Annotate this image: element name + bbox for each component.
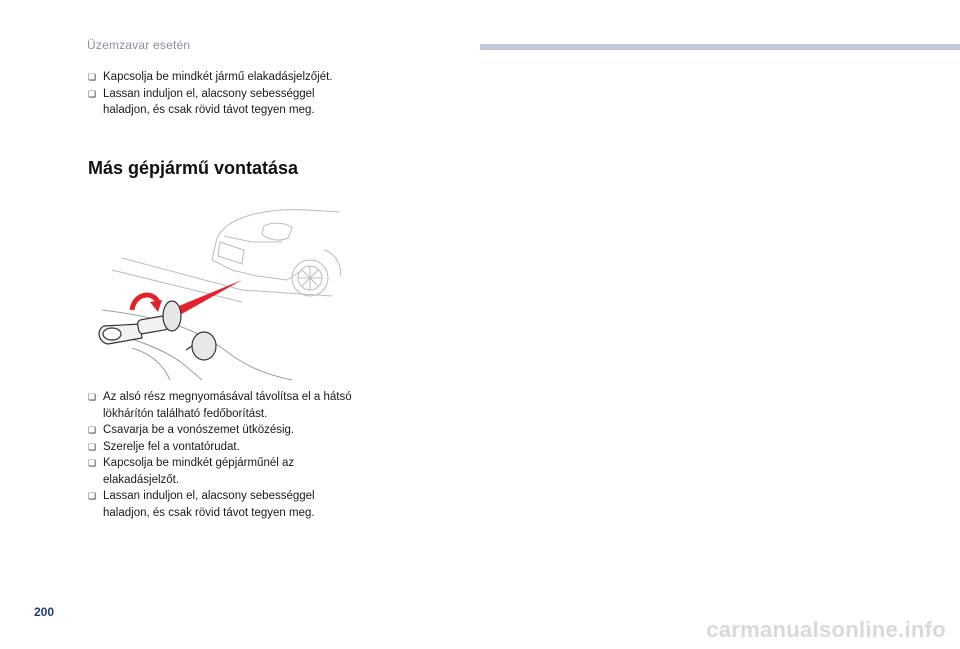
section-title: Üzemzavar esetén [87,38,191,52]
towing-step-list [88,389,358,521]
cover-cap-drawing [186,332,216,360]
intro-step-list [88,69,358,119]
list-item [88,422,358,439]
step-text: Kapcsolja be mindkét gépjárműnél az elakadásjelzőt. [103,457,295,486]
section-heading: Más gépjármű vontatása [88,158,299,178]
list-item [88,86,358,119]
step-text: Az alsó rész megnyomásával távolítsa el a hátsó lökhárítón található fedőborítást. [103,391,352,420]
towing-eye-illustration [92,198,344,386]
bullet-checkbox-icon: ❏ [88,441,97,452]
step-text: Lassan induljon el, alacsony sebességgel haladjon, és csak rövid távot tegyen meg. [103,87,315,116]
step-text: Kapcsolja be mindkét jármű elakadásjelzőjét. [103,71,333,83]
step-text: Lassan induljon el, alacsony sebességgel haladjon, és csak rövid távot tegyen meg. [103,490,315,519]
bullet-checkbox-icon: ❏ [88,392,97,402]
step-text: Csavarja be a vonószemet ütközésig. [103,424,295,436]
red-pointer-arrow [174,280,242,316]
header-accent-bar [480,44,960,50]
bullet-checkbox-icon: ❏ [88,425,97,435]
bullet-checkbox-icon: ❏ [88,88,97,99]
list-item [88,439,358,456]
bullet-checkbox-icon: ❏ [88,458,97,468]
rotate-arrow-head [150,300,162,312]
list-item [88,389,358,422]
list-item [88,69,358,86]
towing-eye-drawing [99,301,181,344]
page-number: 200 [34,605,55,619]
watermark: carmanualsonline.info [706,617,946,642]
bullet-checkbox-icon: ❏ [88,491,97,501]
list-item [88,455,358,488]
bullet-checkbox-icon: ❏ [88,72,97,82]
step-text: Szerelje fel a vontatórudat. [103,440,240,453]
list-item [88,488,358,521]
